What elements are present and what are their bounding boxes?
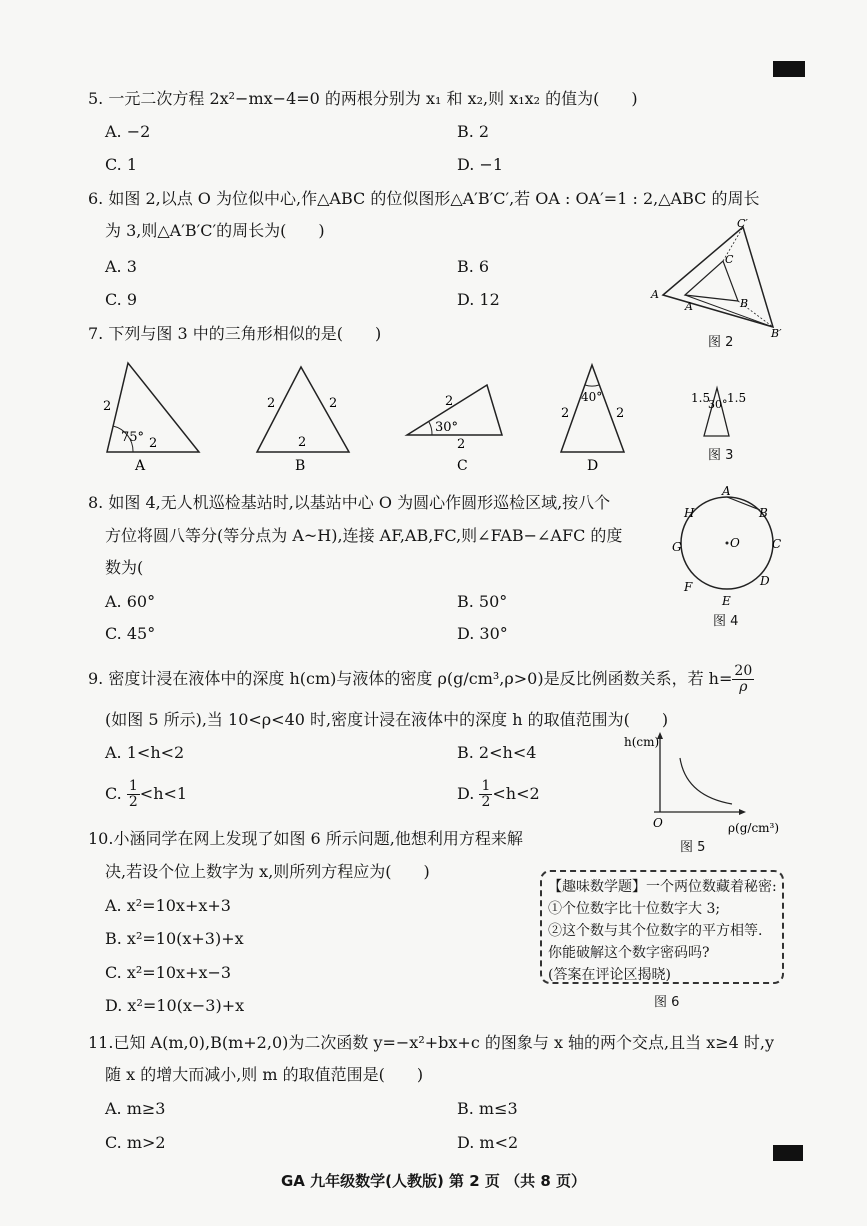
q9-option-c: [105, 779, 187, 810]
fig3-angle: 30°: [708, 398, 728, 411]
q9-stem-line1: [88, 664, 754, 695]
point-d: D: [760, 574, 770, 588]
q10-option-c: C. x²=10x+x−3: [105, 963, 232, 982]
q5-option-a: A. −2: [105, 122, 151, 141]
page-footer: GA 九年级数学(人教版) 第 2 页 （共 8 页）: [280, 1172, 587, 1190]
triangle-apbpcp: [663, 227, 773, 327]
label-a-prime: A: [651, 288, 659, 301]
q9-option-c-range: <h<1: [139, 784, 188, 803]
point-g: G: [672, 540, 682, 554]
half-numerator: 1: [128, 778, 138, 794]
q6-stem-line1: 6. 如图 2,以点 O 为位似中心,作△ABC 的位似图形△A′B′C′,若 OA : OA′=1 : 2,△ABC 的周长: [88, 189, 760, 208]
box-line-4: 你能破解这个数字密码吗?: [548, 945, 710, 961]
label-c: C: [725, 253, 734, 266]
triangle-option-a: [103, 363, 199, 474]
q11-stem-line1: 11.已知 A(m,0),B(m+2,0)为二次函数 y=−x²+bx+c 的图象与 x 轴的两个交点,且当 x≥4 时,y: [88, 1033, 775, 1052]
half-denominator: 2: [481, 794, 491, 810]
triangle-d-side-right: 2: [616, 406, 625, 421]
triangle-b-side-bottom: 2: [298, 435, 307, 450]
figure-3-triangle: [691, 388, 746, 436]
point-c: C: [772, 537, 782, 551]
q9-stem-text: 9. 密度计浸在液体中的深度 h(cm)与液体的密度 ρ(g/cm³,ρ>0)是反比例函数关系，若 h=: [88, 669, 733, 688]
q8-option-a: A. 60°: [105, 592, 156, 611]
q6-option-b: B. 6: [457, 257, 490, 276]
q10-option-a: A. x²=10x+x+3: [105, 896, 231, 915]
box-line-3: ②这个数与其个位数字的平方相等.: [548, 923, 763, 939]
q7-triangle-options: [95, 355, 815, 475]
triangle-a-side-bottom: 2: [149, 436, 158, 451]
point-e: E: [722, 594, 731, 608]
y-axis-label: h(cm): [624, 735, 660, 749]
q8-stem-line2: 方位将圆八等分(等分点为 A~H),连接 AF,AB,FC,则∠FAB−∠AFC 的度: [105, 526, 623, 545]
corner-mark-top: [773, 61, 805, 77]
q6-option-c: C. 9: [105, 290, 138, 309]
figure-2-caption: 图 2: [708, 335, 734, 350]
label-b: B: [740, 297, 749, 310]
figure-5-caption: 图 5: [680, 840, 706, 855]
q11-stem-line2: 随 x 的增大而减小,则 m 的取值范围是( ): [105, 1065, 424, 1084]
point-f: F: [684, 580, 693, 594]
q8-stem-line3: 数为(: [105, 558, 144, 577]
triangle-b-side-right: 2: [329, 396, 338, 411]
triangle-option-d: [561, 365, 624, 474]
q5-option-d: D. −1: [457, 155, 504, 174]
q9-option-b: B. 2<h<4: [457, 743, 537, 762]
triangle-c-angle: 30°: [435, 420, 459, 435]
box-line-2: ①个位数字比十位数字大 3;: [548, 901, 721, 917]
q11-option-a: A. m≥3: [105, 1099, 166, 1118]
triangle-a-angle: 75°: [121, 430, 145, 445]
triangle-option-c: [407, 385, 502, 474]
triangle-a-letter: A: [135, 458, 146, 474]
half-fraction: [479, 779, 492, 810]
q5-stem: 5. 一元二次方程 2x²−mx−4=0 的两根分别为 x₁ 和 x₂,则 x₁x₂ 的值为( ): [88, 89, 638, 108]
label-b-prime: B′: [771, 327, 782, 340]
point-b: B: [759, 506, 768, 520]
fraction-denominator: ρ: [739, 679, 748, 695]
label-a: A: [685, 300, 693, 313]
label-c-prime: C′: [737, 217, 748, 230]
triangle-d-letter: D: [587, 458, 599, 474]
triangle-b-side-left: 2: [267, 396, 276, 411]
triangle-c-side-top: 2: [445, 394, 454, 409]
q9-fraction: [732, 664, 754, 695]
half-numerator: 1: [481, 778, 491, 794]
q11-option-d: D. m<2: [457, 1133, 519, 1152]
corner-mark-bottom: [773, 1145, 803, 1161]
q8-option-b: B. 50°: [457, 592, 508, 611]
q5-option-c: C. 1: [105, 155, 138, 174]
triangle-abc: [685, 261, 738, 301]
box-line-5: (答案在评论区揭晓): [548, 967, 671, 983]
triangle-a-side-left: 2: [103, 399, 112, 414]
q10-option-b: B. x²=10(x+3)+x: [105, 929, 244, 948]
fraction-numerator: 20: [734, 663, 753, 679]
figure-6-caption: 图 6: [654, 995, 680, 1010]
fun-math-box: [540, 870, 784, 984]
point-h: H: [684, 506, 695, 520]
triangle-option-b: [257, 367, 349, 474]
q11-option-b: B. m≤3: [457, 1099, 518, 1118]
fig3-side-left: 1.5: [691, 391, 711, 405]
q10-stem-line2: 决,若设个位上数字为 x,则所列方程应为( ): [105, 862, 430, 881]
fig3-side-right: 1.5: [727, 391, 747, 405]
q6-stem-line2: 为 3,则△A′B′C′的周长为( ): [105, 221, 325, 240]
x-axis-label: ρ(g/cm³): [728, 821, 780, 835]
q8-option-d: D. 30°: [457, 624, 508, 643]
q5-option-b: B. 2: [457, 122, 490, 141]
triangle-c-side-bottom: 2: [457, 437, 466, 452]
point-o: O: [730, 536, 740, 550]
q7-stem: 7. 下列与图 3 中的三角形相似的是( ): [88, 324, 382, 343]
triangle-c-letter: C: [457, 458, 468, 474]
figure-3-caption: 图 3: [708, 448, 734, 463]
half-fraction: [127, 779, 140, 810]
q9-option-d-range: <h<2: [492, 784, 540, 803]
q9-option-a: A. 1<h<2: [105, 743, 185, 762]
q8-stem-line1: 8. 如图 4,无人机巡检基站时,以基站中心 O 为圆心作圆形巡检区域,按八个: [88, 493, 611, 512]
figure-5-inverse-graph: [620, 728, 790, 840]
q6-option-d: D. 12: [457, 290, 500, 309]
figure-2-similar-triangles: [645, 215, 795, 350]
triangle-b-letter: B: [295, 458, 306, 474]
q6-option-a: A. 3: [105, 257, 137, 276]
q9-option-c-letter: C.: [105, 784, 122, 803]
q9-option-d-letter: D.: [457, 784, 475, 803]
figure-4-circle: [668, 485, 798, 610]
half-denominator: 2: [128, 794, 138, 810]
box-line-1: 【趣味数学题】一个两位数藏着秘密:: [548, 879, 777, 895]
origin-label: O: [653, 816, 663, 830]
q11-option-c: C. m>2: [105, 1133, 166, 1152]
triangle-d-angle: 40°: [581, 390, 603, 404]
q10-option-d: D. x²=10(x−3)+x: [105, 996, 245, 1015]
figure-4-caption: 图 4: [713, 614, 739, 629]
q8-option-c: C. 45°: [105, 624, 156, 643]
q10-stem-line1: 10.小涵同学在网上发现了如图 6 所示问题,他想利用方程来解: [88, 829, 523, 848]
triangle-d-side-left: 2: [561, 406, 570, 421]
q9-stem-line2: (如图 5 所示),当 10<ρ<40 时,密度计浸在液体中的深度 h 的取值范围为( ): [105, 710, 669, 729]
q9-option-d: [457, 779, 540, 810]
point-a: A: [722, 485, 731, 498]
